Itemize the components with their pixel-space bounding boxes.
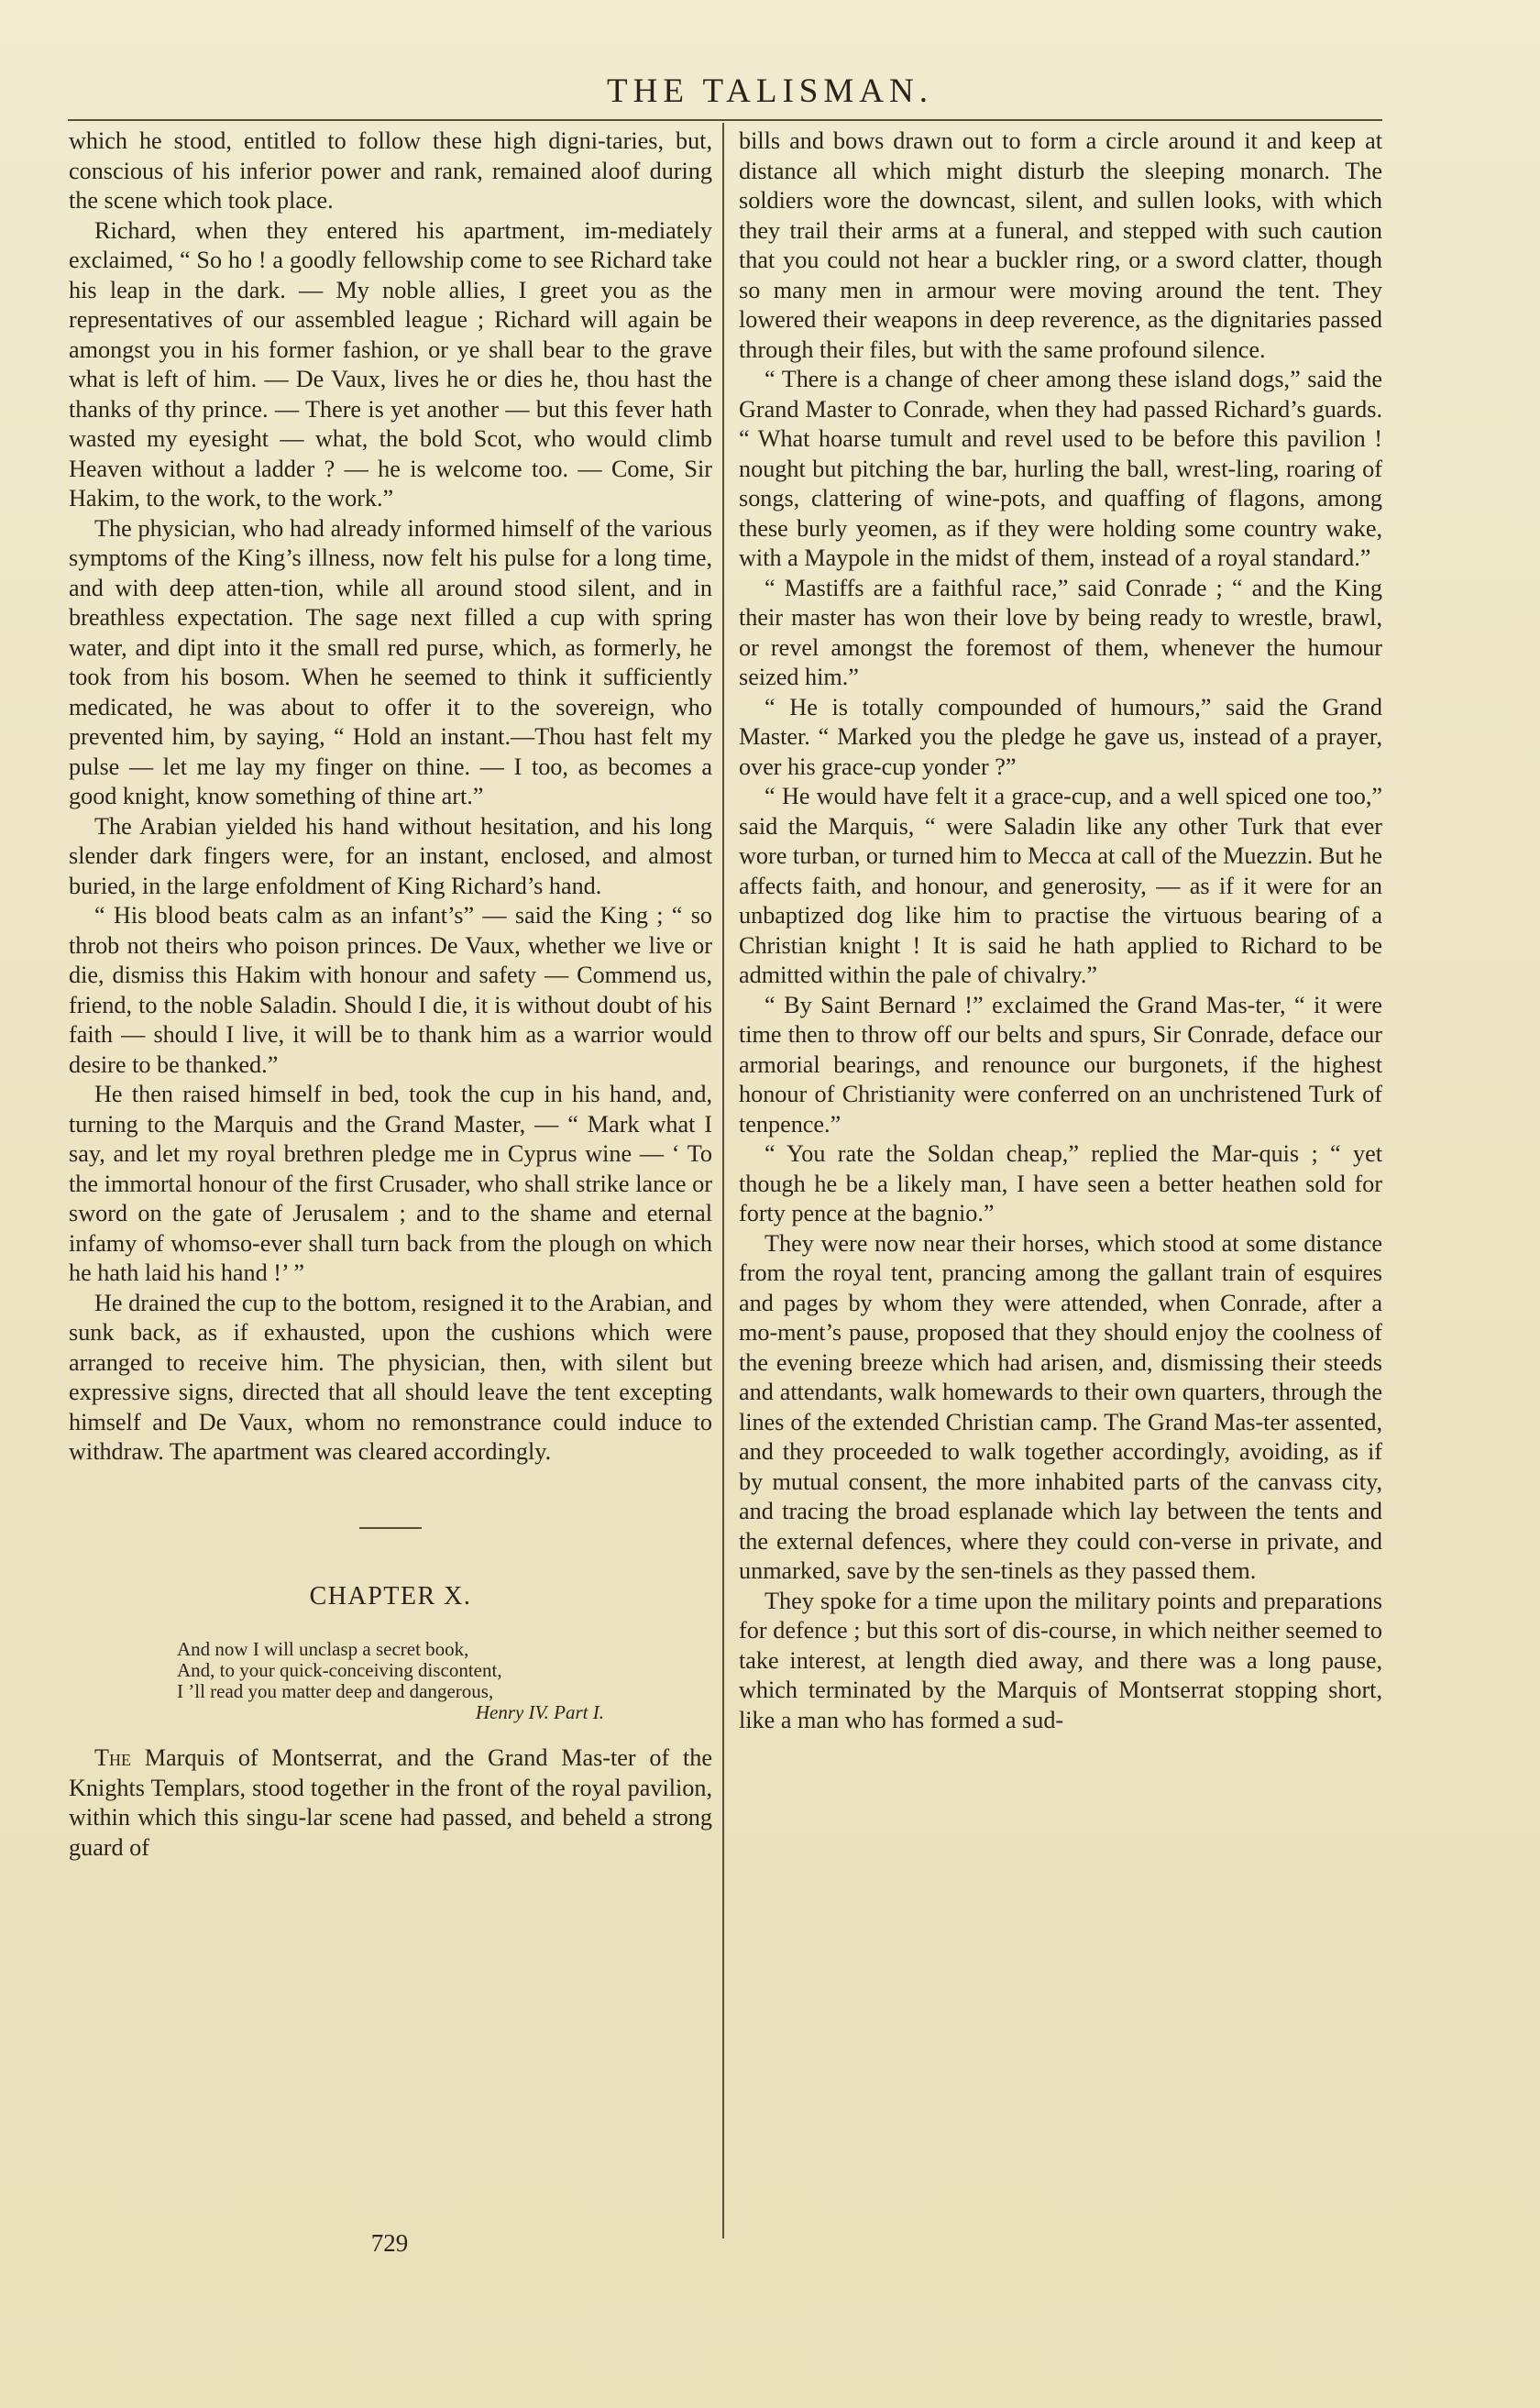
epigraph-line: I ’ll read you matter deep and dangerous, [177,1680,494,1702]
paragraph: He then raised himself in bed, took the cup in his hand, and, turning to the Marquis and the Grand Master, — “ Mark what I say, and let my royal brethren pledge me in Cyprus wine — ‘ To the immortal honour of the first Crusader, who shall strike lance or sword on the gate of Jerusalem ; and to the shame and eternal infamy of whomso-ever shall turn back from the plough on which he hath laid his hand !’ ” [69,1081,712,1286]
chapter-opening-paragraph [69,1743,712,1863]
paragraph: He drained the cup to the bottom, resigned it to the Arabian, and sunk back, as if exhausted, upon the cushions which were arranged to receive him. The physician, then, with silent but expressive signs, directed that all should leave the tent excepting himself and De Vaux, whom no remonstrance could induce to withdraw. The apartment was cleared accordingly. [69,1289,712,1465]
paragraph: “ Mastiffs are a faithful race,” said Conrade ; “ and the King their master has won their love by being ready to wrestle, brawl, or revel amongst the foremost of them, whenever the humour seized him.” [739,574,1382,690]
paragraph: bills and bows drawn out to form a circle around it and keep at distance all which might disturb the sleeping monarch. The soldiers wore the downcast, silent, and sullen looks, with which they trail their arms at a funeral, and stepped with such caution that you could not hear a buckler ring, or a sword clatter, though so many men in armour were moving around the tent. They lowered their weapons in deep reverence, as the dignitaries passed through their files, but with the same profound silence. [739,127,1382,363]
chapter-opening-lead: The [94,1744,131,1771]
section-rule [359,1527,422,1529]
epigraph [177,1639,712,1723]
header-rule [68,119,1382,121]
paragraph: The Arabian yielded his hand without hesitation, and his long slender dark fingers were, for an instant, enclosed, and almost buried, in the large enfoldment of King Richard’s hand. [69,812,712,899]
page-number: 729 [370,2229,409,2257]
paragraph: “ He would have felt it a grace-cup, and a well spiced one too,” said the Marquis, “ were Saladin like any other Turk that ever wore turban, or turned him to Mecca at call of the Muezzin. But he affects faith, and honour, and generosity, — as if it were for an unbaptized dog like him to practise the virtuous bearing of a Christian knight ! It is said he hath applied to Richard to be admitted within the pale of chivalry.” [739,783,1382,988]
paragraph: “ He is totally compounded of humours,” said the Grand Master. “ Marked you the pledge he gave us, instead of a prayer, over his grace-cup yonder ?” [739,693,1382,780]
paragraph: which he stood, entitled to follow these high digni-taries, but, conscious of his inferior power and rank, remained aloof during the scene which took place. [69,127,712,214]
paragraph: They spoke for a time upon the military points and preparations for defence ; but this sort of dis-course, in which neither seemed to take interest, at length died away, and there was a long pause, which terminated by the Marquis of Montserrat stopping short, like a man who has formed a sud- [739,1587,1382,1733]
paragraph: They were now near their horses, which stood at some distance from the royal tent, prancing among the gallant train of esquires and pages by whom they were attended, when Conrade, after a mo-ment’s pause, proposed that they should enjoy the coolness of the evening breeze which had arisen, and, dismissing their steeds and attendants, walk homewards to their own quarters, through the lines of the extended Christian camp. The Grand Mas-ter assented, and they proceeded to walk together accordingly, avoiding, as if by mutual consent, the more inhabited parts of the canvass city, and tracing the broad esplanade which lay between the tents and the external defences, where they could con-verse in private, and unmarked, save by the sen-tinels as they passed them. [739,1229,1382,1584]
paragraph: “ You rate the Soldan cheap,” replied the Mar-quis ; “ yet though he be a likely man, I have seen a better heathen sold for forty pence at the bagnio.” [739,1140,1382,1226]
right-column [739,126,1382,1735]
epigraph-attribution: Henry IV. Part I. [475,1701,604,1723]
running-head: THE TALISMAN. [607,72,933,110]
epigraph-line: And now I will unclasp a secret book, [177,1638,469,1660]
column-divider [722,123,724,2238]
paragraph: “ His blood beats calm as an infant’s” — said the King ; “ so throb not theirs who poison princes. De Vaux, whether we live or die, dismiss this Hakim with honour and safety — Commend us, friend, to the noble Saladin. Should I die, it is without doubt of his faith — should I live, it will be to thank him as a warrior would desire to be thanked.” [69,902,712,1078]
chapter-title: CHAPTER X. [309,1581,472,1611]
chapter-opening-text: Marquis of Montserrat, and the Grand Mas-ter of the Knights Templars, stood together in the front of the royal pavilion, within which this singu-lar scene had passed, and beheld a strong guard of [69,1744,712,1861]
left-column [69,126,712,1863]
paragraph: “ By Saint Bernard !” exclaimed the Grand Mas-ter, “ it were time then to throw off our belts and spurs, Sir Conrade, deface our armorial bearings, and renounce our burgonets, if the highest honour of Christianity were conferred on an unchristened Turk of tenpence.” [739,991,1382,1138]
paragraph: “ There is a change of cheer among these island dogs,” said the Grand Master to Conrade, when they had passed Richard’s guards. “ What hoarse tumult and revel used to be before this pavilion ! nought but pitching the bar, hurling the ball, wrest-ling, roaring of songs, clattering of wine-pots, and quaffing of flagons, among these burly yeomen, as if they were holding some country wake, with a Maypole in the midst of them, instead of a royal standard.” [739,366,1382,571]
paragraph: The physician, who had already informed himself of the various symptoms of the King’s illness, now felt his pulse for a long time, and with deep atten-tion, while all around stood silent, and in breathless expectation. The sage next filled a cup with spring water, and dipt into it the small red purse, which, as formerly, he took from his bosom. When he seemed to think it sufficiently medicated, he was about to offer it to the sovereign, who prevented him, by saying, “ Hold an instant.—Thou hast felt my pulse — let me lay my finger on thine. — I too, as becomes a good knight, know something of thine art.” [69,514,712,809]
epigraph-line: And, to your quick-conceiving discontent, [177,1659,502,1681]
paragraph: Richard, when they entered his apartment, im-mediately exclaimed, “ So ho ! a goodly fellowship come to see Richard take his leap in the dark. — My noble allies, I greet you as the representatives of our assembled league ; Richard will again be amongst you in his former fashion, or ye shall bear to the grave what is left of him. — De Vaux, lives he or dies he, thou hast the thanks of thy prince. — There is yet another — but this fever hath wasted my eyesight — what, the bold Scot, who would climb Heaven without a ladder ? — he is welcome too. — Come, Sir Hakim, to the work, to the work.” [69,216,712,511]
